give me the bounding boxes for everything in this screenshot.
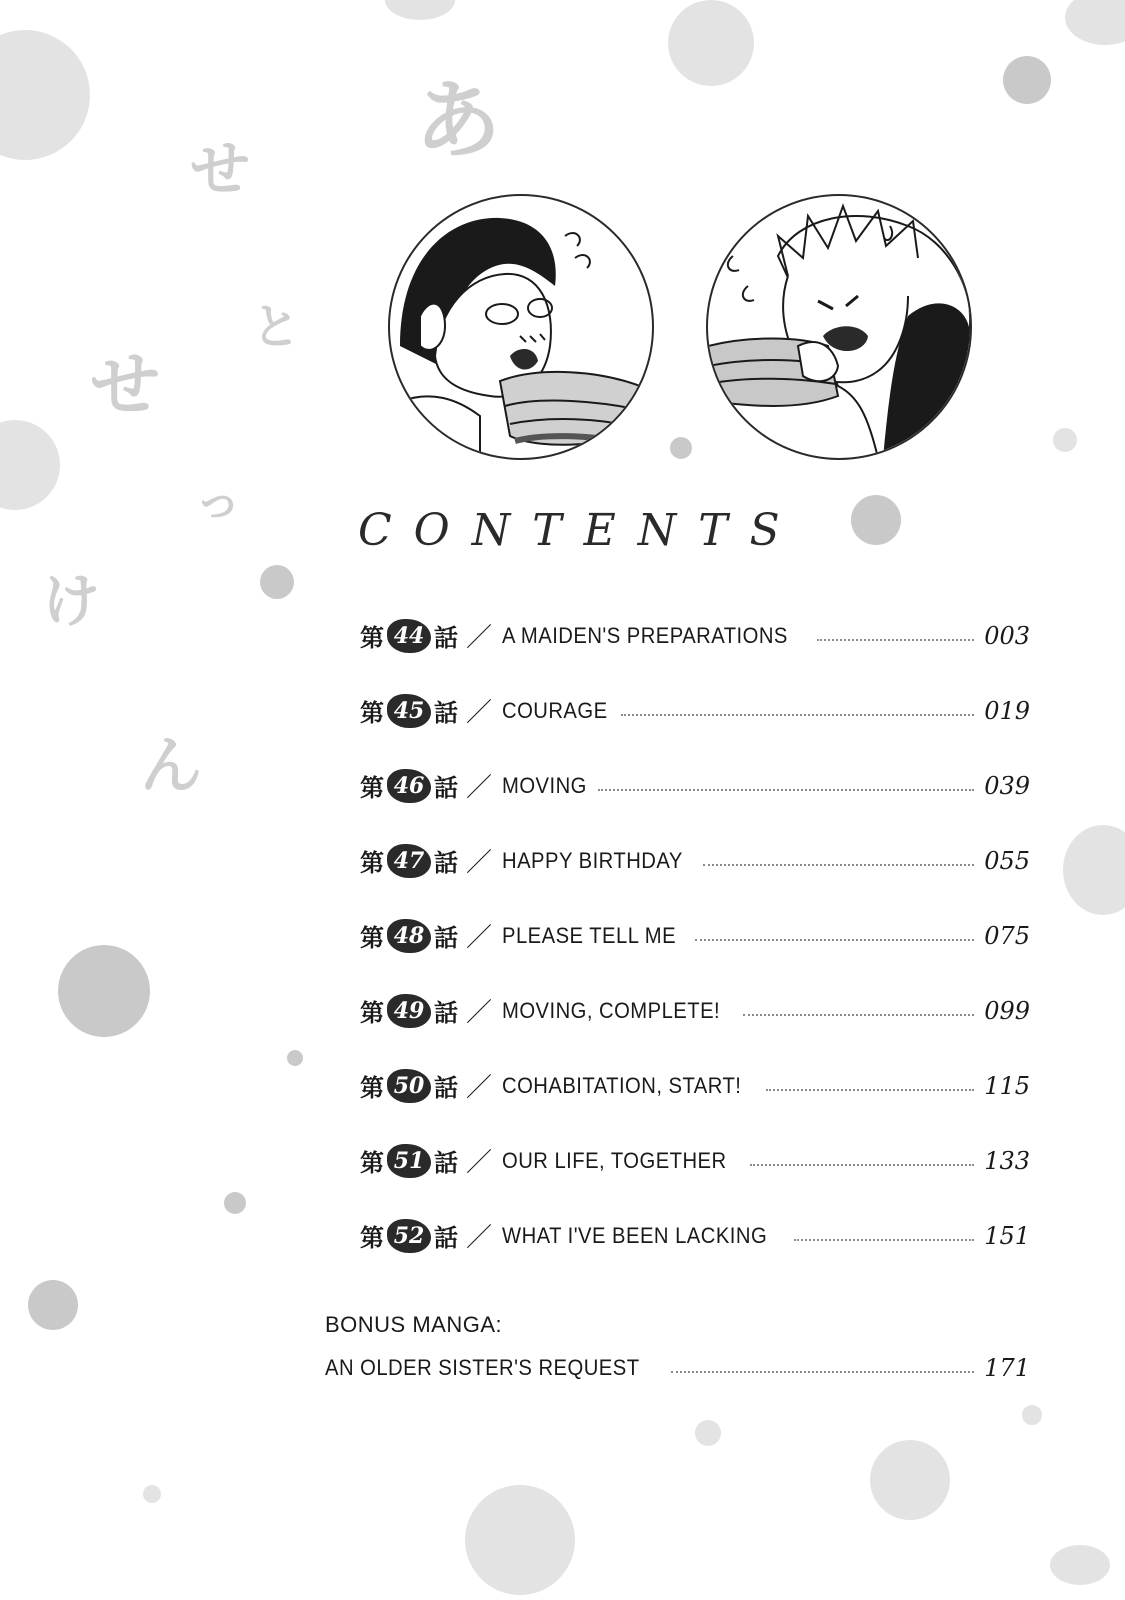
title-kana: け: [42, 567, 101, 635]
chapter-suffix: 話: [434, 1224, 458, 1252]
chapter-number-badge: 47: [387, 844, 431, 878]
dotted-leader: [671, 1371, 974, 1373]
chapter-entry[interactable]: [360, 1123, 1030, 1198]
page-number: 055: [984, 846, 1030, 875]
page-number: 039: [984, 771, 1030, 800]
separator: ／: [466, 1223, 493, 1253]
title-kana: あ: [415, 71, 501, 171]
chapter-prefix: 第: [360, 774, 384, 802]
chapter-entry[interactable]: [360, 673, 1030, 748]
decorative-dot: [1053, 428, 1077, 452]
decorative-dot: [224, 1192, 246, 1214]
contents-heading: CONTENTS: [358, 505, 802, 556]
chapter-prefix: 第: [360, 999, 384, 1027]
chapter-number-badge: 52: [387, 1219, 431, 1253]
decorative-dot: [385, 0, 455, 20]
separator: ／: [466, 773, 493, 803]
bonus-label: BONUS MANGA:: [325, 1312, 503, 1337]
dotted-leader: [743, 1014, 974, 1016]
chapter-number-badge: 51: [387, 1144, 431, 1178]
chapter-suffix: 話: [434, 924, 458, 952]
chapter-title: WHAT I'VE BEEN LACKING: [502, 1222, 768, 1248]
chapter-prefix: 第: [360, 849, 384, 877]
title-kana: と: [252, 299, 301, 355]
chapter-prefix: 第: [360, 1074, 384, 1102]
title-kana: せ: [90, 344, 160, 426]
chapter-entry[interactable]: [360, 1048, 1030, 1123]
decorative-dot: [28, 1280, 78, 1330]
decorative-dot: [260, 565, 294, 599]
decorative-dot: [58, 945, 150, 1037]
decorative-dot: [0, 420, 60, 510]
separator: ／: [466, 923, 493, 953]
page-number: 171: [984, 1354, 1030, 1382]
boy-illustration: [708, 196, 970, 458]
table-of-contents: [360, 598, 1030, 1273]
separator: ／: [466, 698, 493, 728]
decorative-dot: [1063, 825, 1125, 915]
chapter-number-badge: 49: [387, 994, 431, 1028]
decorative-dot: [851, 495, 901, 545]
chapter-suffix: 話: [434, 1149, 458, 1177]
separator: ／: [466, 1073, 493, 1103]
chapter-title: MOVING, COMPLETE!: [502, 997, 721, 1023]
chapter-title: MOVING: [502, 772, 587, 798]
decorative-dot: [465, 1485, 575, 1595]
chapter-suffix: 話: [434, 774, 458, 802]
chapter-prefix: 第: [360, 1224, 384, 1252]
decorative-dot: [0, 30, 90, 160]
page-number: 151: [984, 1221, 1030, 1250]
page-number: 075: [984, 921, 1030, 950]
chapter-prefix: 第: [360, 1149, 384, 1177]
chapter-suffix: 話: [434, 1074, 458, 1102]
chapter-number-badge: 50: [387, 1069, 431, 1103]
page-number: 133: [984, 1146, 1030, 1175]
girl-illustration: [390, 196, 652, 458]
portrait-left: [388, 194, 654, 460]
title-kana: ん: [140, 729, 203, 802]
bonus-entry[interactable]: [325, 1312, 1030, 1388]
decorative-dot: [668, 0, 754, 86]
decorative-dot: [870, 1440, 950, 1520]
dotted-leader: [794, 1239, 974, 1241]
page-number: 003: [984, 621, 1030, 650]
dotted-leader: [766, 1089, 974, 1091]
decorative-dot: [1065, 0, 1125, 45]
chapter-suffix: 話: [434, 999, 458, 1027]
decorative-dot: [287, 1050, 303, 1066]
decorative-dot: [1050, 1545, 1110, 1585]
chapter-suffix: 話: [434, 699, 458, 727]
chapter-number-badge: 46: [387, 769, 431, 803]
chapter-number-badge: 44: [387, 619, 431, 653]
chapter-title: OUR LIFE, TOGETHER: [502, 1147, 727, 1173]
title-kana: っ: [195, 474, 241, 528]
dotted-leader: [695, 939, 974, 941]
chapter-entry[interactable]: [360, 973, 1030, 1048]
decorative-dot: [1003, 56, 1051, 104]
chapter-number-badge: 48: [387, 919, 431, 953]
chapter-entry[interactable]: [360, 598, 1030, 673]
chapter-prefix: 第: [360, 924, 384, 952]
dotted-leader: [703, 864, 974, 866]
dotted-leader: [750, 1164, 974, 1166]
chapter-number-badge: 45: [387, 694, 431, 728]
chapter-prefix: 第: [360, 699, 384, 727]
separator: ／: [466, 998, 493, 1028]
chapter-title: A MAIDEN'S PREPARATIONS: [502, 622, 788, 648]
decorative-dot: [670, 437, 692, 459]
chapter-entry[interactable]: [360, 1198, 1030, 1273]
bonus-title: AN OLDER SISTER'S REQUEST: [325, 1355, 640, 1380]
chapter-title: PLEASE TELL ME: [502, 922, 677, 948]
title-kana: せ: [190, 135, 250, 205]
chapter-suffix: 話: [434, 849, 458, 877]
chapter-entry[interactable]: [360, 823, 1030, 898]
page-number: 115: [984, 1071, 1030, 1100]
page-number: 099: [984, 996, 1030, 1025]
dotted-leader: [817, 639, 974, 641]
decorative-dot: [1022, 1405, 1042, 1425]
chapter-title: COHABITATION, START!: [502, 1072, 742, 1098]
chapter-title: HAPPY BIRTHDAY: [502, 847, 683, 873]
separator: ／: [466, 848, 493, 878]
decorative-dot: [143, 1485, 161, 1503]
chapter-entry[interactable]: [360, 898, 1030, 973]
chapter-suffix: 話: [434, 624, 458, 652]
separator: ／: [466, 623, 493, 653]
dotted-leader: [621, 714, 974, 716]
decorative-dot: [695, 1420, 721, 1446]
bonus-row: [325, 1348, 1030, 1388]
chapter-prefix: 第: [360, 624, 384, 652]
chapter-entry[interactable]: [360, 748, 1030, 823]
dotted-leader: [598, 789, 974, 791]
chapter-title: COURAGE: [502, 697, 608, 723]
portrait-right: [706, 194, 972, 460]
separator: ／: [466, 1148, 493, 1178]
page-number: 019: [984, 696, 1030, 725]
